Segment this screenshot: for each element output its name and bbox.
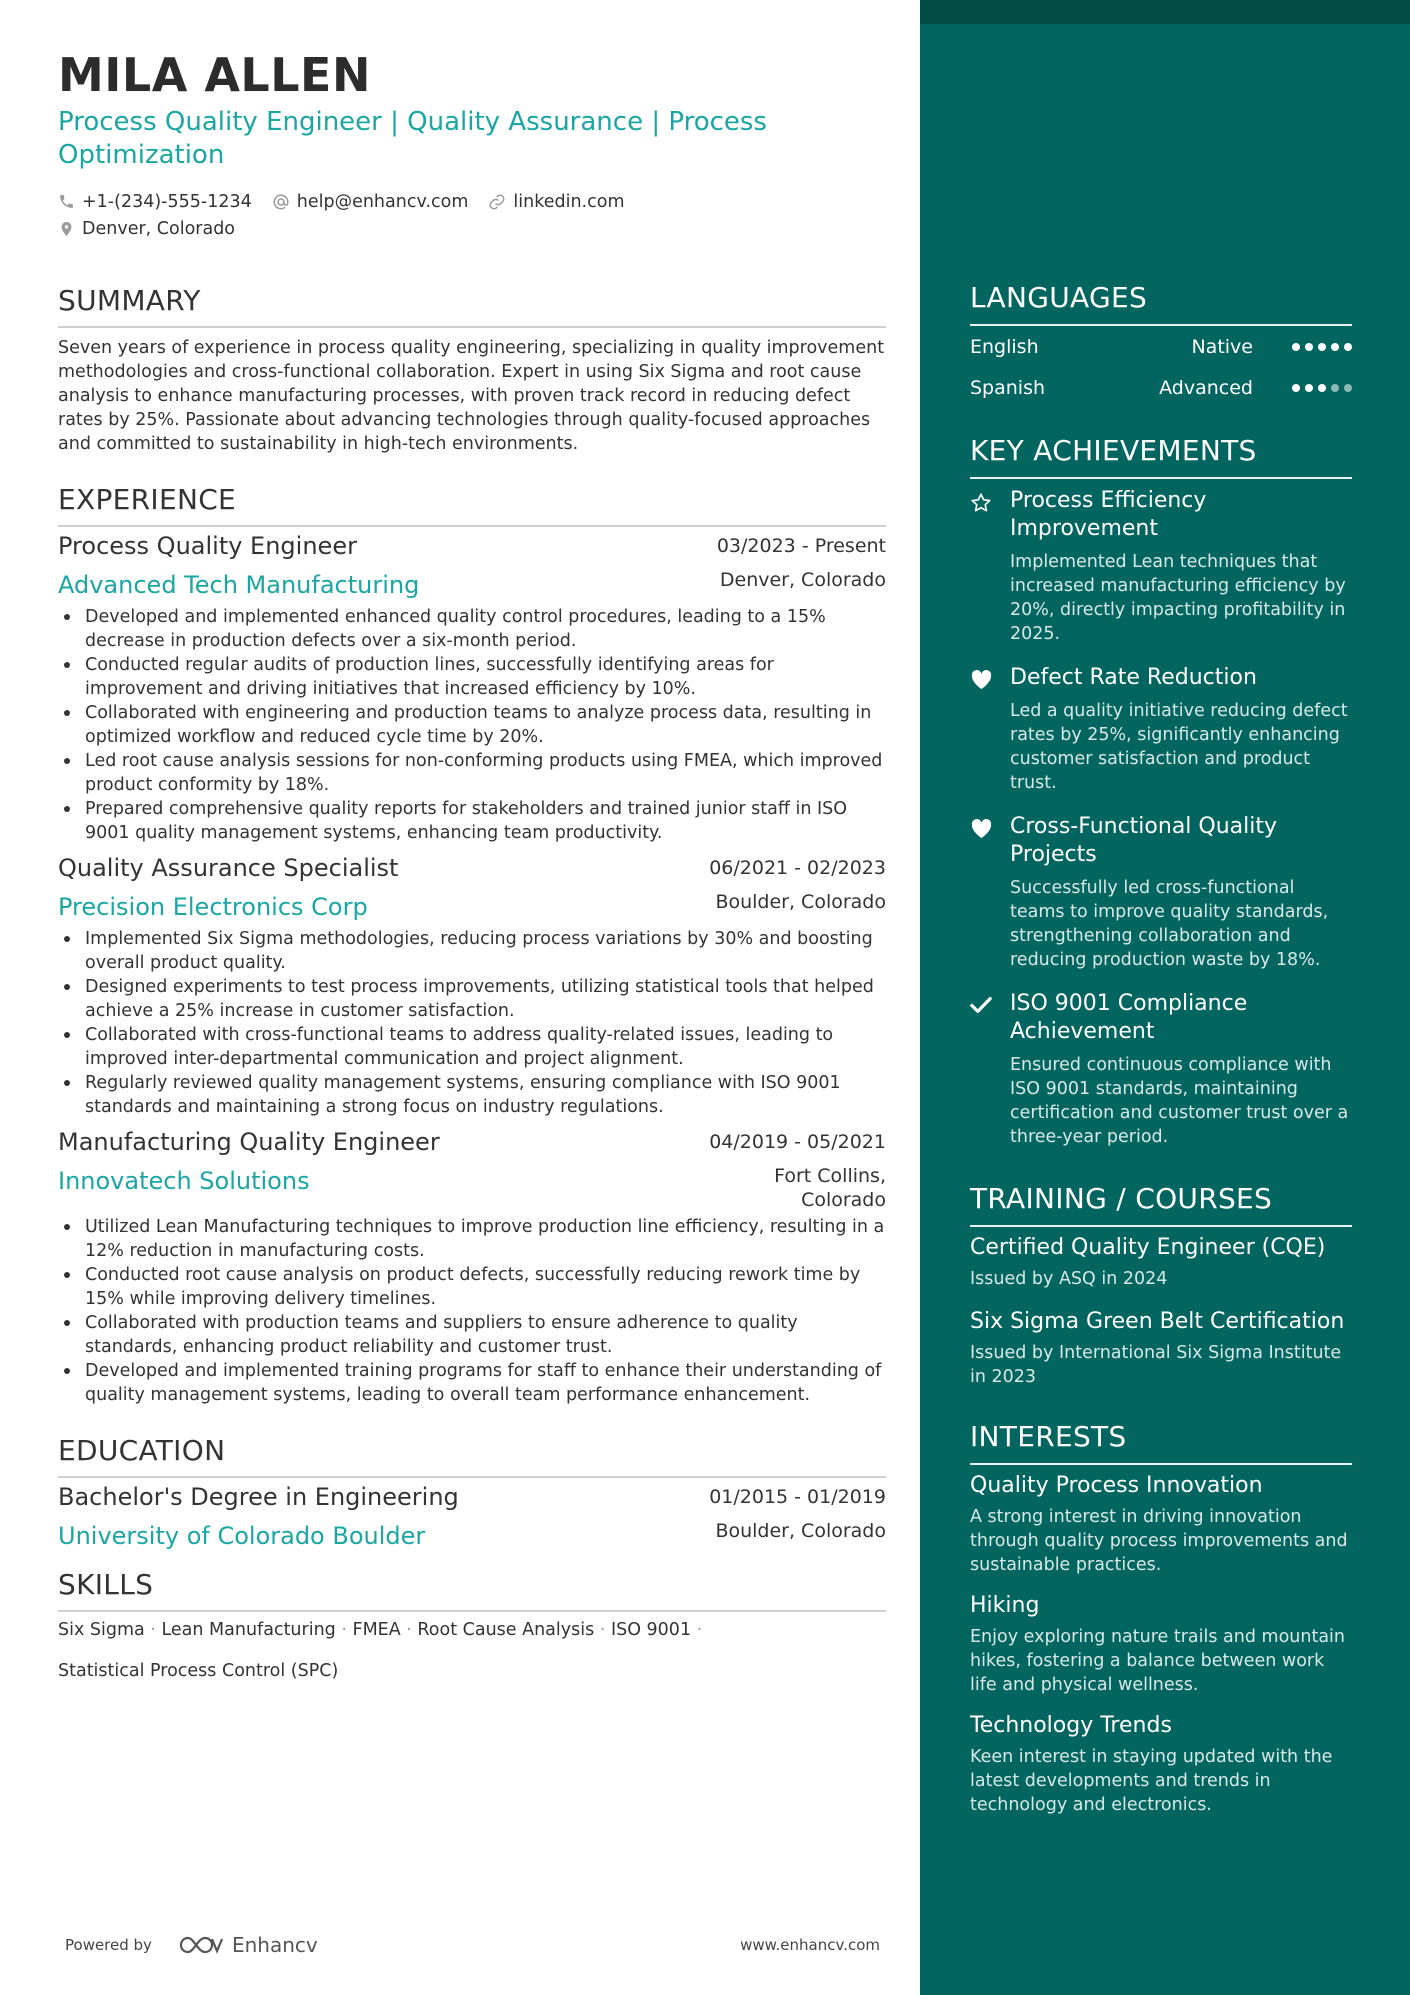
rating-dot-filled <box>1292 384 1300 392</box>
job-dates: 04/2019 - 05/2021 <box>709 1131 886 1153</box>
achievement-title: Process Efficiency Improvement <box>1010 488 1207 541</box>
course-title: Certified Quality Engineer (CQE) <box>970 1235 1326 1260</box>
footer <box>65 1930 880 1960</box>
at-sign-icon <box>272 193 290 211</box>
phone-text: +1-(234)-555-1234 <box>82 191 252 212</box>
bullet-item: Conducted root cause analysis on product defects, successfully reducing rework time by 15% while improving delivery timelines. <box>58 1263 886 1311</box>
achievement-desc: Implemented Lean techniques that increased manufacturing efficiency by 20%, directly impacting profitability in 2025. <box>1010 552 1346 644</box>
language-rating <box>1287 384 1352 392</box>
rating-dot-empty <box>1344 384 1352 392</box>
summary-divider <box>58 326 886 328</box>
skills-section <box>58 1567 886 1692</box>
skill-separator: · <box>696 1620 703 1640</box>
language-item <box>970 326 1352 367</box>
link-icon <box>488 193 506 211</box>
achievement-title: ISO 9001 Compliance Achievement <box>1010 991 1248 1044</box>
linkedin-text: linkedin.com <box>513 191 625 212</box>
interest-item <box>970 1471 1352 1577</box>
skill-item: Root Cause Analysis <box>417 1620 595 1640</box>
achievement-item <box>970 813 1352 972</box>
job-title: Quality Assurance Specialist <box>58 854 399 882</box>
achievement-desc: Led a quality initiative reducing defect rates by 25%, significantly enhancing customer satisfaction and product trust. <box>1010 701 1348 793</box>
job-dates: 06/2021 - 02/2023 <box>709 857 886 879</box>
headline: Process Quality Engineer | Quality Assurance | Process Optimization <box>58 107 767 170</box>
job-location: Boulder, Colorado <box>715 891 886 913</box>
bullet-item: Collaborated with engineering and production teams to analyze process data, resulting in optimized workflow and reduced cycle time by 20%. <box>58 701 886 749</box>
phone-contact[interactable] <box>58 192 252 212</box>
achievements-heading: KEY ACHIEVEMENTS <box>970 434 1257 467</box>
contact-info <box>58 188 886 242</box>
school-name: University of Colorado Boulder <box>58 1522 426 1550</box>
training-divider <box>970 1225 1352 1227</box>
achievement-item <box>970 664 1352 795</box>
course-item <box>970 1307 1352 1389</box>
skill-item: Six Sigma <box>58 1620 145 1640</box>
summary-heading: SUMMARY <box>58 284 201 317</box>
achievement-desc: Ensured continuous compliance with ISO 9001 standards, maintaining certification and customer trust over a three-year period. <box>1010 1055 1349 1147</box>
language-rating <box>1287 343 1352 351</box>
skill-separator: · <box>341 1620 353 1640</box>
job-title: Process Quality Engineer <box>58 532 357 560</box>
education-location: Boulder, Colorado <box>715 1520 886 1542</box>
skill-separator: · <box>150 1620 162 1640</box>
interest-title: Technology Trends <box>970 1713 1172 1738</box>
email-text: help@enhancv.com <box>296 191 469 212</box>
bullet-item: Collaborated with production teams and suppliers to ensure adherence to quality standards, enhancing product reliability and customer trust. <box>58 1311 886 1359</box>
resume-header <box>58 48 886 242</box>
education-divider <box>58 1476 886 1478</box>
summary-section <box>58 283 886 456</box>
training-section <box>970 1181 1352 1389</box>
brand-name: Enhancv <box>231 1933 318 1957</box>
interest-desc: Keen interest in staying updated with the latest developments and trends in technology and electronics. <box>970 1747 1333 1815</box>
phone-icon <box>58 193 75 210</box>
interest-title: Quality Process Innovation <box>970 1473 1263 1498</box>
rating-dot-filled <box>1292 343 1300 351</box>
skill-item: ISO 9001 <box>610 1620 692 1640</box>
achievements-section <box>970 433 1352 1149</box>
rating-dot-filled <box>1305 343 1313 351</box>
powered-by <box>65 1933 318 1957</box>
achievement-title: Defect Rate Reduction <box>1010 665 1257 690</box>
experience-section <box>58 482 886 1407</box>
education-section <box>58 1433 886 1553</box>
rating-dot-filled <box>1318 384 1326 392</box>
training-heading: TRAINING / COURSES <box>970 1182 1273 1215</box>
education-heading: EDUCATION <box>58 1434 226 1467</box>
language-name: Spanish <box>970 376 1046 399</box>
location-text: Denver, Colorado <box>82 218 236 239</box>
skill-separator: · <box>599 1620 611 1640</box>
bullet-item: Implemented Six Sigma methodologies, reducing process variations by 30% and boosting overall product quality. <box>58 927 886 975</box>
bullet-item: Led root cause analysis sessions for non-conforming products using FMEA, which improved product conformity by 18%. <box>58 749 886 797</box>
job-title: Manufacturing Quality Engineer <box>58 1128 440 1156</box>
email-contact[interactable] <box>272 192 469 212</box>
rating-dot-filled <box>1344 343 1352 351</box>
sidebar <box>920 0 1410 1995</box>
company-name: Innovatech Solutions <box>58 1167 310 1195</box>
heart-icon <box>970 818 993 839</box>
bullet-item: Developed and implemented enhanced quality control procedures, leading to a 15% decrease in production defects over a six-month period. <box>58 605 886 653</box>
bullet-item: Utilized Lean Manufacturing techniques to improve production line efficiency, resulting in a 12% reduction in manufacturing costs. <box>58 1215 886 1263</box>
languages-section <box>970 280 1352 408</box>
summary-text: Seven years of experience in process quality engineering, specializing in quality improvement methodologies and cross-functional collaboration. Expert in using Six Sigma and root cause analysis to enhance manufacturing processes, with proven track record in reducing defect rates by 25%. Passionate about advancing technologies through quality-focused approaches and committed to sustainability in high-tech environments. <box>58 338 885 454</box>
skills-heading: SKILLS <box>58 1568 154 1601</box>
education-dates: 01/2015 - 01/2019 <box>709 1486 886 1508</box>
language-level: Advanced <box>1159 376 1253 399</box>
skills-list <box>58 1610 758 1692</box>
language-name: English <box>970 335 1039 358</box>
enhancv-logo-icon <box>178 1933 224 1957</box>
achievement-item <box>970 487 1352 646</box>
interests-section <box>970 1419 1352 1817</box>
sidebar-top-bar <box>920 0 1410 24</box>
achievement-desc: Successfully led cross-functional teams to improve quality standards, strengthening collaboration and reducing production waste by 18%. <box>1010 878 1329 970</box>
course-item <box>970 1233 1352 1291</box>
achievements-divider <box>970 477 1352 479</box>
job-entry <box>58 529 886 845</box>
company-name: Precision Electronics Corp <box>58 893 368 921</box>
rating-dot-filled <box>1318 343 1326 351</box>
linkedin-contact[interactable] <box>488 192 624 212</box>
interest-title: Hiking <box>970 1593 1040 1618</box>
rating-dot-filled <box>1331 343 1339 351</box>
star-outline-icon <box>970 492 992 514</box>
rating-dot-filled <box>1305 384 1313 392</box>
company-name: Advanced Tech Manufacturing <box>58 571 420 599</box>
rating-dot-empty <box>1331 384 1339 392</box>
course-issuer: Issued by ASQ in 2024 <box>970 1269 1168 1289</box>
skill-separator: · <box>406 1620 418 1640</box>
job-bullets <box>58 605 886 845</box>
job-bullets <box>58 1215 886 1407</box>
checkmark-icon <box>970 995 992 1015</box>
course-issuer: Issued by International Six Sigma Institute in 2023 <box>970 1343 1342 1387</box>
interests-heading: INTERESTS <box>970 1420 1127 1453</box>
bullet-item: Prepared comprehensive quality reports for stakeholders and trained junior staff in ISO 9001 quality management systems, enhancing team productivity. <box>58 797 886 845</box>
job-location: Fort Collins, Colorado <box>774 1165 886 1211</box>
interest-desc: A strong interest in driving innovation through quality process improvements and sustainable practices. <box>970 1507 1348 1575</box>
powered-by-text: Powered by <box>65 1936 152 1954</box>
job-dates: 03/2023 - Present <box>716 535 886 557</box>
job-entry <box>58 1125 886 1407</box>
language-level: Native <box>1191 335 1253 358</box>
achievement-title: Cross-Functional Quality Projects <box>1010 814 1278 867</box>
language-item <box>970 367 1352 408</box>
location-pin-icon <box>58 220 75 238</box>
job-location: Denver, Colorado <box>719 569 886 591</box>
interests-divider <box>970 1463 1352 1465</box>
bullet-item: Designed experiments to test process improvements, utilizing statistical tools that helped achieve a 25% increase in customer satisfaction. <box>58 975 886 1023</box>
bullet-item: Developed and implemented training programs for staff to enhance their understanding of quality management systems, leading to overall team performance enhancement. <box>58 1359 886 1407</box>
job-bullets <box>58 927 886 1119</box>
languages-heading: LANGUAGES <box>970 281 1148 314</box>
bullet-item: Regularly reviewed quality management systems, ensuring compliance with ISO 9001 standards and maintaining a strong focus on industry regulations. <box>58 1071 886 1119</box>
course-title: Six Sigma Green Belt Certification <box>970 1309 1345 1334</box>
interest-item <box>970 1711 1352 1817</box>
achievement-item <box>970 990 1352 1149</box>
experience-divider <box>58 525 886 527</box>
interest-item <box>970 1591 1352 1697</box>
enhancv-logo[interactable] <box>178 1933 318 1957</box>
skill-item: Statistical Process Control (SPC) <box>58 1661 339 1681</box>
skill-item: FMEA <box>352 1620 401 1640</box>
website-link[interactable]: www.enhancv.com <box>740 1936 880 1954</box>
degree-title: Bachelor's Degree in Engineering <box>58 1483 459 1511</box>
bullet-item: Collaborated with cross-functional teams to address quality-related issues, leading to improved inter-departmental communication and project alignment. <box>58 1023 886 1071</box>
interest-desc: Enjoy exploring nature trails and mountain hikes, fostering a balance between work life and physical wellness. <box>970 1627 1346 1695</box>
heart-icon <box>970 669 993 690</box>
bullet-item: Conducted regular audits of production lines, successfully identifying areas for improvement and driving initiatives that increased efficiency by 10%. <box>58 653 886 701</box>
skill-item: Lean Manufacturing <box>161 1620 336 1640</box>
experience-heading: EXPERIENCE <box>58 483 237 516</box>
location-contact <box>58 219 235 239</box>
candidate-name: MILA ALLEN <box>58 48 371 102</box>
job-entry <box>58 851 886 1119</box>
